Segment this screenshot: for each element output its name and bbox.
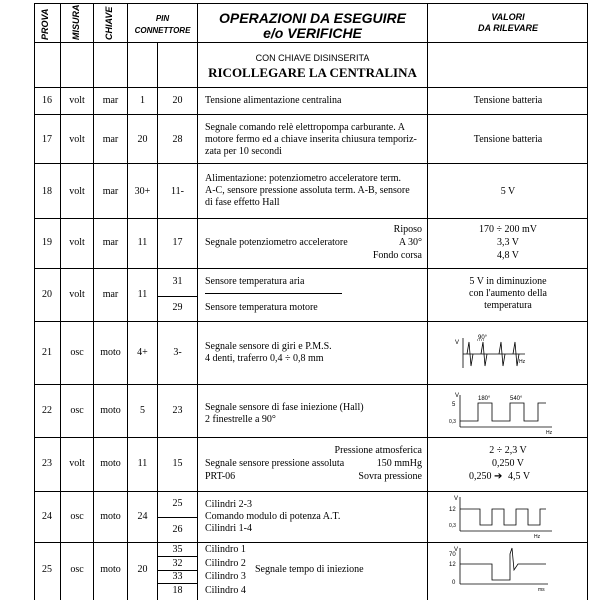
prova-number: 24 [42,511,52,522]
operation-text: Segnale tempo di iniezione [255,564,364,575]
operation-text: Segnale sensore di giri e P.M.S. [205,341,332,352]
header-connettore: CONNETTORE [134,26,191,35]
misura-type: osc [70,564,84,575]
signal-trace [460,509,546,525]
chiave-position: mar [102,289,119,300]
operation-text: zata per 10 secondi [205,146,282,157]
pin-a: 20 [137,564,148,575]
waveform-injection-time [448,544,558,594]
condition-label: Riposo [393,224,422,235]
misura-type: volt [69,458,85,469]
misura-type: osc [70,511,84,522]
axis-label: V [455,393,460,399]
pin-b: 15 [172,458,183,469]
operation-text: Comando modulo di potenza A.T. [205,511,341,522]
axis-label: V [455,340,460,346]
signal-trace [460,403,546,421]
tick-label: 0,3 [449,419,456,425]
pin-a: 4+ [137,347,148,358]
chiave-position: moto [100,511,121,522]
misura-type: volt [69,134,85,145]
expected-value: con l'aumento della [469,288,547,299]
misura-type: volt [69,237,85,248]
expected-value: 0,250 [469,471,492,482]
tick-label: 12 [449,562,456,568]
waveform-phase-sensor [448,389,558,435]
header-prova: PROVA [40,8,50,40]
pin-b: 26 [172,524,183,535]
operation-text: A-C, sensore pressione assoluta term. A-B, sensore [205,185,410,196]
operation-text: Tensione alimentazione centralina [205,95,342,106]
expected-value: temperatura [484,300,532,311]
expected-value: 5 V [500,186,516,197]
condition-label: Sovra pressione [358,471,422,482]
operation-text: Cilindri 1-4 [205,523,252,534]
tick-label: 0,3 [449,523,456,529]
angle-label: 540° [510,396,523,402]
pin-b: 20 [172,95,183,106]
pin-b: 3- [173,347,182,358]
header-operazioni: OPERAZIONI DA ESEGUIRE [219,10,406,26]
pin-b: 11- [171,186,184,197]
tick-label: 12 [449,507,456,513]
pin-a: 5 [140,405,145,416]
operation-text: PRT-06 [205,471,236,482]
pin-b: 29 [172,302,183,313]
pin-a: 1 [140,95,145,106]
operation-text: Segnale sensore di fase iniezione (Hall) [205,402,364,413]
prova-number: 16 [42,95,52,106]
operation-text: motore fermo ed a chiave inserita chiusura temporiz- [205,134,417,145]
axis-label: V [454,547,459,553]
pin-a: 20 [137,134,148,145]
operation-text: di fase effetto Hall [205,197,280,208]
pin-b: 17 [172,237,183,248]
expected-value: 170 ÷ 200 mV [479,224,537,235]
prova-number: 17 [42,134,52,145]
prova-number: 22 [42,405,52,416]
expected-value: 5 V in diminuzione [469,276,547,287]
chiave-position: moto [100,458,121,469]
condition-label: 150 mmHg [376,458,422,469]
prova-number: 25 [42,564,52,575]
operation-text: 4 denti, traferro 0,4 ÷ 0,8 mm [205,353,324,364]
pin-b: 23 [172,405,183,416]
pin-a: 11 [137,237,148,248]
waveform-ignition-module [448,493,558,539]
axis-label: V [454,496,459,502]
cylinder-label: Cilindro 4 [205,585,246,596]
tick-label: 70 [449,552,456,558]
pin-b: 28 [172,134,183,145]
unit-label: ms [538,587,545,593]
expected-value: 3,3 V [496,237,520,248]
unit-label: Hz [519,359,526,365]
unit-label: Hz [546,430,553,435]
operation-text: Alimentazione: potenziometro acceleratore term. [205,173,402,184]
pin-b: 35 [172,544,183,555]
expected-value: 2 ÷ 2,3 V [489,445,527,456]
condition-label: Pressione atmosferica [334,445,422,456]
pin-a: 11 [137,458,148,469]
expected-value: 4,8 V [496,250,520,261]
operation-text: Segnale potenziometro acceleratore [205,237,348,248]
operation-text: Segnale sensore pressione assoluta [205,458,345,469]
pin-b: 18 [172,585,183,596]
operation-text: 2 finestrelle a 90° [205,414,276,425]
header-valori: VALORI [491,12,525,22]
pin-a: 24 [137,511,148,522]
arrow-right-icon: ➔ [494,471,503,482]
misura-type: volt [69,186,85,197]
waveform-rpm-sensor [455,330,535,375]
prova-number: 19 [42,237,52,248]
expected-value: 4,5 V [508,471,531,482]
intro-instruction: RICOLLEGARE LA CENTRALINA [208,65,417,80]
prova-number: 21 [42,347,52,358]
header-misura: MISURA [71,4,81,40]
expected-value: Tensione batteria [473,95,543,106]
prova-number: 20 [42,289,52,300]
header-pin: PIN [155,14,170,23]
header-chiave: CHIAVE [104,6,114,40]
header-verifiche: e/o VERIFICHE [263,25,362,41]
operation-text: Sensore temperatura aria [205,276,305,287]
operation-text: Cilindri 2-3 [205,499,252,510]
chiave-position: mar [102,237,119,248]
operation-text: Sensore temperatura motore [205,302,318,313]
header-da-rilevare: DA RILEVARE [477,23,538,33]
pin-b: 32 [172,558,183,569]
chiave-position: moto [100,564,121,575]
angle-label: 90° [478,335,488,341]
condition-label: Fondo corsa [372,250,422,261]
chiave-position: moto [100,347,121,358]
expected-value: Tensione batteria [473,134,543,145]
signal-trace [460,548,546,580]
pin-b: 31 [172,276,183,287]
tick-label: 5 [452,402,456,408]
misura-type: osc [70,405,84,416]
cylinder-label: Cilindro 1 [205,544,246,555]
intro-condition: CON CHIAVE DISINSERITA [255,53,370,63]
chiave-position: moto [100,405,121,416]
unit-label: Hz [534,534,541,539]
misura-type: osc [70,347,84,358]
cylinder-label: Cilindro 2 [205,558,246,569]
prova-number: 23 [42,458,52,469]
pin-a: 11 [137,289,148,300]
chiave-position: mar [102,134,119,145]
chiave-position: mar [102,186,119,197]
misura-type: volt [69,95,85,106]
expected-value: 0,250 V [491,458,525,469]
angle-label: 180° [478,396,491,402]
chiave-position: mar [102,95,119,106]
prova-number: 18 [42,186,52,197]
tick-label: 0 [452,580,456,586]
pin-b: 33 [172,571,183,582]
cylinder-label: Cilindro 3 [205,571,246,582]
pin-a: 30+ [134,186,151,197]
operation-text: Segnale comando relè elettropompa carburante. A [205,122,405,133]
condition-label: A 30° [398,237,422,248]
pin-b: 25 [172,498,183,509]
misura-type: volt [69,289,85,300]
